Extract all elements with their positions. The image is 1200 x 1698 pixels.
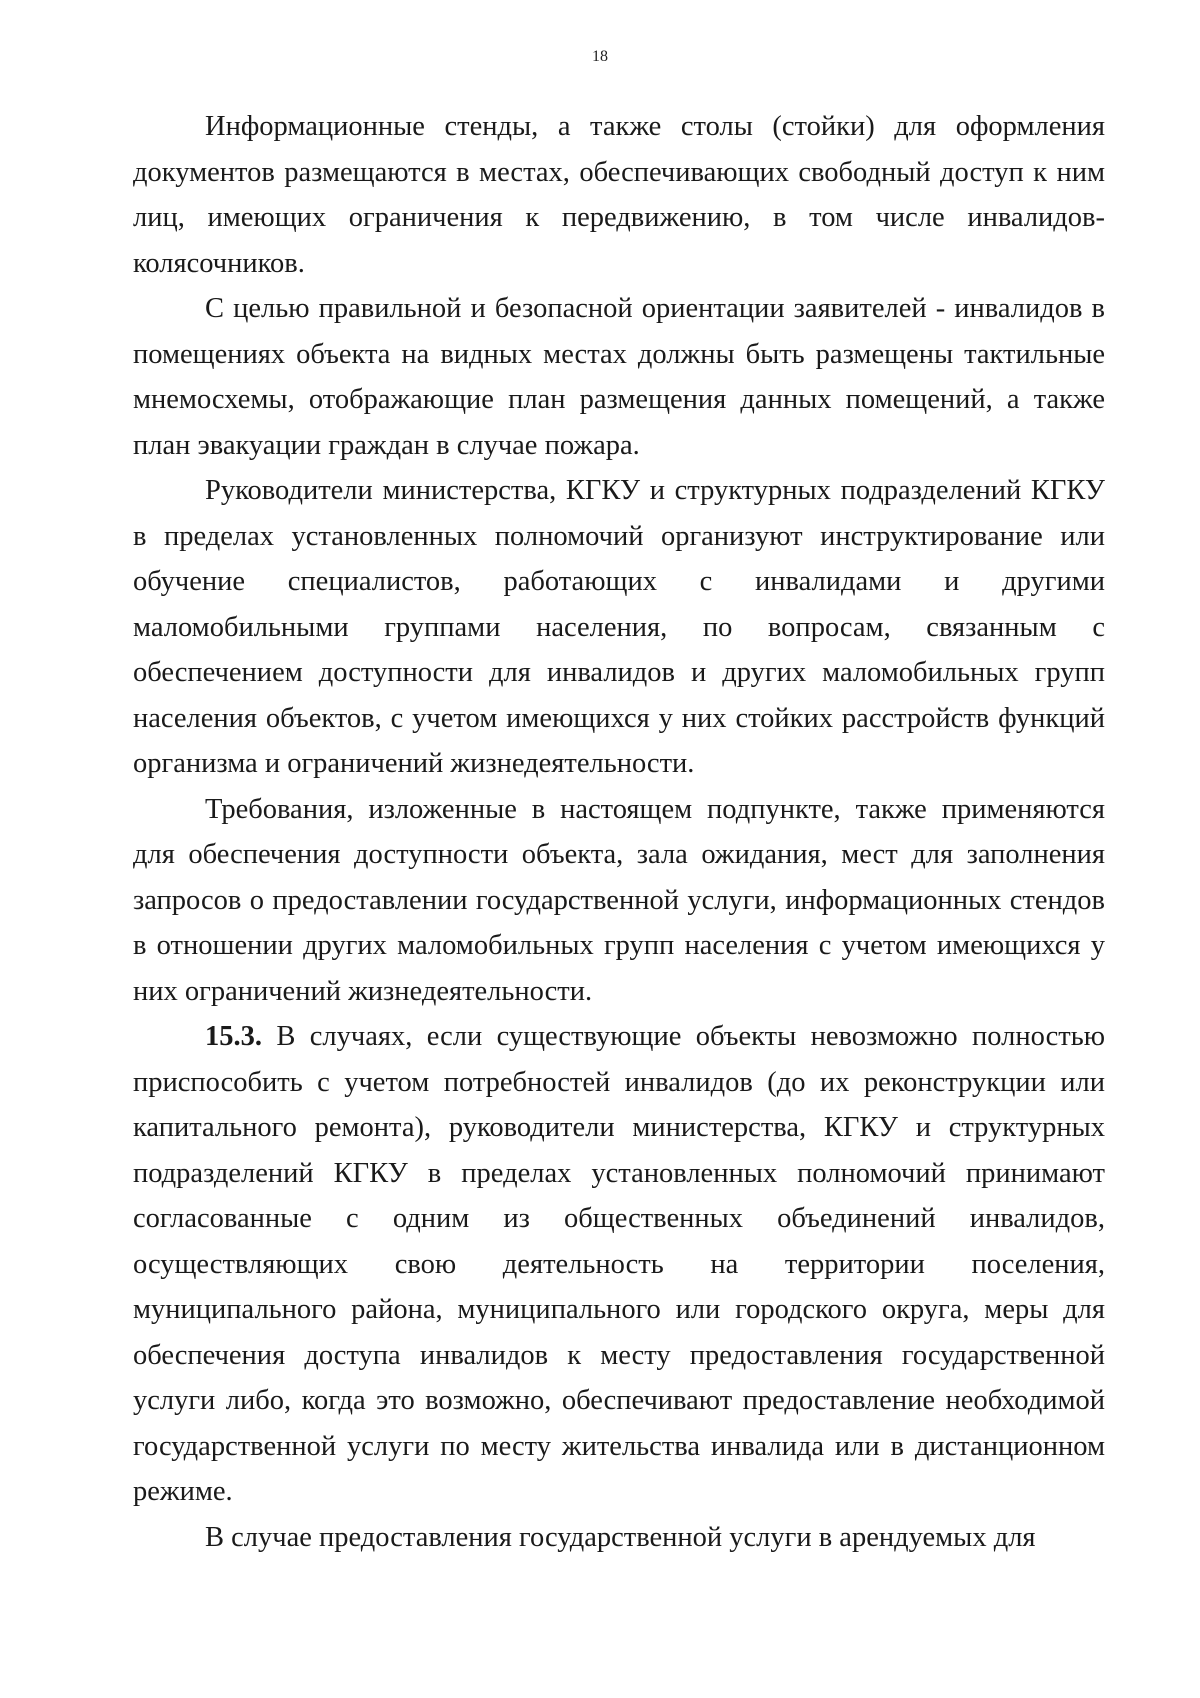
paragraph-requirements: Требования, изложенные в настоящем подпункте, также применяются для обеспечения доступности объекта, зала ожидания, мест для заполнения запросов о предоставлении государственной услуги, информационных стендов в отношении других маломобильных групп населения с учетом имеющихся у них ограничений жизнедеятельности.: [133, 793, 1105, 1007]
paragraph-staff-training: Руководители министерства, КГКУ и структурных подразделений КГКУ в пределах установленных полномочий организуют инструктирование или обучение специалистов, работающих с инвалидами и другими маломобильными группами населения, по вопросам, связанным с обеспечением доступности для инвалидов и других маломобильных групп населения объектов, с учетом имеющихся у них стойких расстройств функций организма и ограничений жизнедеятельности.: [133, 475, 1105, 779]
paragraph-tactile-schemes: С целью правильной и безопасной ориентации заявителей - инвалидов в помещениях объекта на видных местах должны быть размещены тактильные мнемосхемы, отображающие план размещения данных помещений, а также план эвакуации граждан в случае пожара.: [133, 293, 1105, 461]
paragraph-rented-premises: В случае предоставления государственной услуги в арендуемых для: [205, 1521, 1036, 1553]
section-number: 15.3.: [205, 1021, 262, 1052]
section-text: В случаях, если существующие объекты невозможно полностью приспособить с учетом потребностей инвалидов (до их реконструкции или капитального ремонта), руководители министерства, КГКУ и структурных подразделений КГКУ в пределах установленных полномочий принимают согласованные с одним из общественных объединений инвалидов, осуществляющих свою деятельность на территории поселения, муниципального района, муниципального или городского округа, меры для обеспечения доступа инвалидов к месту предоставления государственной услуги либо, когда это возможно, обеспечивают предоставление необходимой государственной услуги по месту жительства инвалида или в дистанционном режиме.: [133, 1021, 1105, 1507]
paragraph-information-stands: Информационные стенды, а также столы (стойки) для оформления документов размещаются в местах, обеспечивающих свободный доступ к ним лиц, имеющих ограничения к передвижению, в том числе инвалидов-колясочников.: [133, 111, 1105, 279]
paragraph-section-15-3: [133, 1014, 1105, 1515]
page-number: 18: [592, 48, 608, 65]
document-body: [133, 104, 1105, 1560]
